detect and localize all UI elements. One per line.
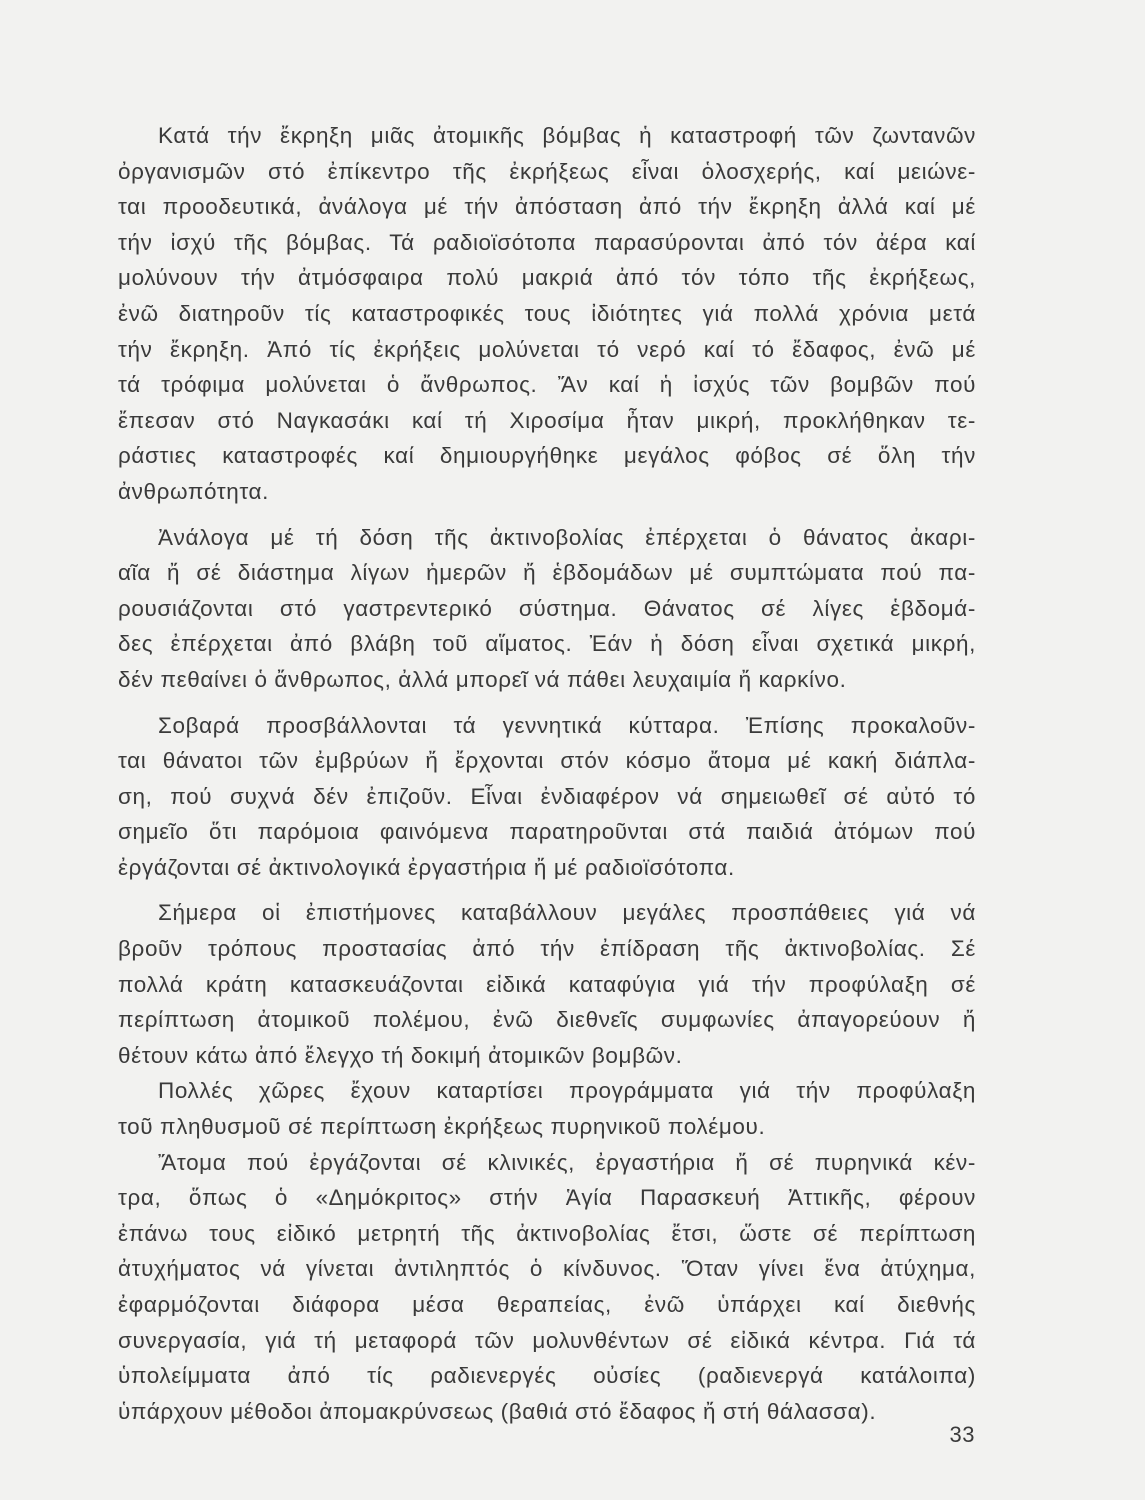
text-line: ὀργανισμῶν στό ἐπίκεντρο τῆς ἐκρήξεως εἶναι ὁλοσχερής, καί μειώνε- (118, 158, 976, 184)
text-line: Πολλές χῶρες ἔχουν καταρτίσει προγράμματα γιά τήν προφύλαξη (158, 1078, 976, 1104)
text-line: τρα, ὅπως ὁ «Δημόκριτος» στήν Ἁγία Παρασκευή Ἀττικῆς, φέρουν (118, 1185, 976, 1211)
text-line: ἐργάζονται σέ ἀκτινολογικά ἐργαστήρια ἤ μέ ραδιοϊσότοπα. (118, 854, 735, 880)
text-line: ἐφαρμόζονται διάφορα μέσα θεραπείας, ἐνῶ ὑπάρχει καί διεθνής (118, 1292, 976, 1317)
page-number: 33 (949, 1422, 975, 1447)
paragraph (118, 1145, 976, 1430)
text-line: ἀνθρωπότητα. (118, 478, 269, 504)
text-line: βροῦν τρόπους προστασίας ἀπό τήν ἐπίδραση τῆς ἀκτινοβολίας. Σέ (118, 936, 976, 962)
text-line: ρουσιάζονται στό γαστρεντερικό σύστημα. Θάνατος σέ λίγες ἑβδομά- (118, 595, 976, 621)
text-line: Κατά τήν ἔκρηξη μιᾶς ἀτομικῆς βόμβας ἡ καταστροφή τῶν ζωντανῶν (158, 123, 976, 148)
text-line: συνεργασία, γιά τή μεταφορά τῶν μολυνθέντων σέ εἰδικά κέντρα. Γιά τά (118, 1327, 976, 1353)
body-text (118, 118, 976, 1429)
text-line: ἐνῶ διατηροῦν τίς καταστροφικές τους ἰδιότητες γιά πολλά χρόνια μετά (118, 300, 976, 326)
text-line: τήν ἔκρηξη. Ἀπό τίς ἐκρήξεις μολύνεται τό νερό καί τό ἔδαφος, ἐνῶ μέ (118, 336, 976, 362)
paragraph (118, 1073, 976, 1144)
paragraph (118, 520, 976, 698)
text-line: δέν πεθαίνει ὁ ἄνθρωπος, ἀλλά μπορεῖ νά πάθει λευχαιμία ἤ καρκίνο. (118, 666, 847, 692)
text-line: δες ἐπέρχεται ἀπό βλάβη τοῦ αἵματος. Ἐάν ἡ δόση εἶναι σχετικά μικρή, (118, 631, 976, 657)
text-line: Σοβαρά προσβάλλονται τά γεννητικά κύτταρα. Ἐπίσης προκαλοῦν- (158, 712, 976, 738)
text-line: Ἄτομα πού ἐργάζονται σέ κλινικές, ἐργαστήρια ἤ σέ πυρηνικά κέν- (158, 1149, 976, 1175)
paragraph-gap (118, 885, 976, 895)
text-line: ἐπάνω τους εἰδικό μετρητή τῆς ἀκτινοβολίας ἔτσι, ὥστε σέ περίπτωση (118, 1220, 976, 1246)
text-line: πολλά κράτη κατασκευάζονται εἰδικά καταφύγια γιά τήν προφύλαξη σέ (118, 971, 976, 997)
text-line: τά τρόφιμα μολύνεται ὁ ἄνθρωπος. Ἄν καί ἡ ἰσχύς τῶν βομβῶν πού (118, 372, 976, 398)
paragraph-gap (118, 510, 976, 520)
text-line: αῖα ἤ σέ διάστημα λίγων ἡμερῶν ἤ ἑβδομάδων μέ συμπτώματα πού πα- (118, 560, 976, 586)
text-line: ται θάνατοι τῶν ἐμβρύων ἤ ἔρχονται στόν κόσμο ἄτομα μέ κακή διάπλα- (118, 748, 976, 774)
paragraph (118, 118, 976, 510)
text-line: περίπτωση ἀτομικοῦ πολέμου, ἐνῶ διεθνεῖς συμφωνίες ἀπαγορεύουν ἤ (118, 1007, 976, 1033)
text-line: ἔπεσαν στό Ναγκασάκι καί τή Χιροσίμα ἦταν μικρή, προκλήθηκαν τε- (118, 407, 976, 433)
text-line: ται προοδευτικά, ἀνάλογα μέ τήν ἀπόσταση ἀπό τήν ἔκρηξη ἀλλά καί μέ (118, 194, 976, 220)
text-line: μολύνουν τήν ἀτμόσφαιρα πολύ μακριά ἀπό τόν τόπο τῆς ἐκρήξεως, (118, 265, 976, 291)
text-line: ἀτυχήματος νά γίνεται ἀντιληπτός ὁ κίνδυνος. Ὅταν γίνει ἕνα ἀτύχημα, (118, 1256, 976, 1282)
text-line: ὑπολείμματα ἀπό τίς ραδιενεργές οὐσίες (ραδιενεργά κατάλοιπα) (118, 1363, 976, 1389)
paragraph (118, 895, 976, 1073)
paragraph-gap (118, 698, 976, 708)
text-line: θέτουν κάτω ἀπό ἔλεγχο τή δοκιμή ἀτομικῶν βομβῶν. (118, 1042, 683, 1068)
text-line: τήν ἰσχύ τῆς βόμβας. Τά ραδιοϊσότοπα παρασύρονται ἀπό τόν ἀέρα καί (118, 229, 976, 255)
text-line: τοῦ πληθυσμοῦ σέ περίπτωση ἐκρήξεως πυρηνικοῦ πολέμου. (118, 1114, 766, 1140)
paragraph (118, 708, 976, 886)
text-line: ράστιες καταστροφές καί δημιουργήθηκε μεγάλος φόβος σέ ὅλη τήν (118, 443, 976, 469)
text-line: Ἀνάλογα μέ τή δόση τῆς ἀκτινοβολίας ἐπέρχεται ὁ θάνατος ἀκαρι- (158, 524, 976, 550)
text-line: ὑπάρχουν μέθοδοι ἀπομακρύνσεως (βαθιά στό ἔδαφος ἤ στή θάλασσα). (118, 1398, 877, 1424)
text-line: Σήμερα οἱ ἐπιστήμονες καταβάλλουν μεγάλες προσπάθειες γιά νά (158, 900, 976, 926)
text-line: σημεῖο ὅτι παρόμοια φαινόμενα παρατηροῦνται στά παιδιά ἀτόμων πού (118, 819, 976, 845)
text-line: ση, πού συχνά δέν ἐπιζοῦν. Εἶναι ἐνδιαφέρον νά σημειωθεῖ σέ αὐτό τό (118, 783, 976, 809)
